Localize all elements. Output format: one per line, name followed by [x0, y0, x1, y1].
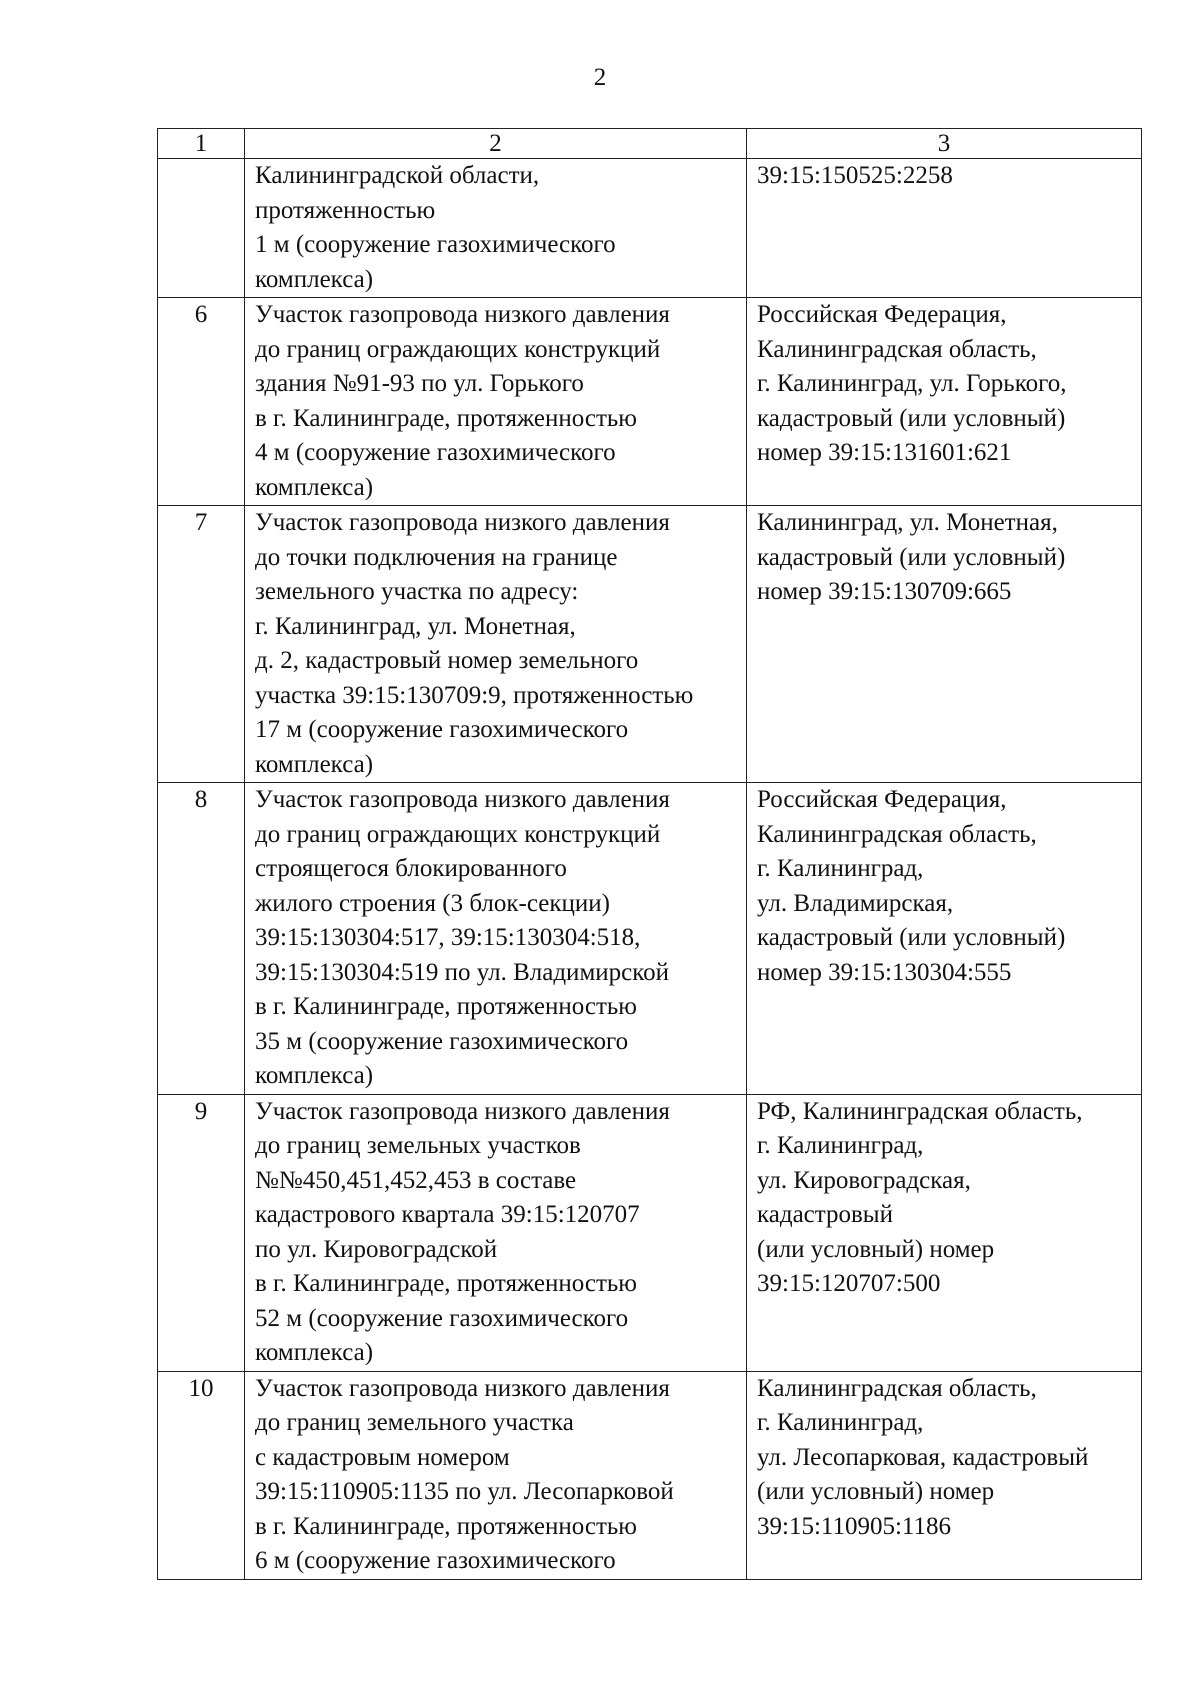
- table-row: [158, 159, 1142, 298]
- object-description: Участок газопровода низкого давления до границ земельных участков №№450,451,452,453 в составе кадастрового квартала 39:15:120707 по ул. Кировоградской в г. Калининграде, протяженностью 52 м (сооружение газохимического комплекса): [245, 1094, 747, 1371]
- row-number: 9: [158, 1094, 245, 1371]
- row-number: 6: [158, 298, 245, 506]
- object-address: РФ, Калининградская область, г. Калининград, ул. Кировоградская, кадастровый (или условный) номер 39:15:120707:500: [747, 1094, 1142, 1371]
- object-address: 39:15:150525:2258: [747, 159, 1142, 298]
- table-row: [158, 506, 1142, 783]
- object-address: Калининград, ул. Монетная, кадастровый (или условный) номер 39:15:130709:665: [747, 506, 1142, 783]
- object-description: Участок газопровода низкого давления до границ ограждающих конструкций здания №91-93 по ул. Горького в г. Калининграде, протяженностью 4 м (сооружение газохимического комплекса): [245, 298, 747, 506]
- document-table: [157, 128, 1142, 1580]
- row-number: 8: [158, 783, 245, 1095]
- table-row: [158, 783, 1142, 1095]
- object-description: Участок газопровода низкого давления до границ ограждающих конструкций строящегося блокированного жилого строения (3 блок-секции) 39:15:130304:517, 39:15:130304:518, 39:15:130304:519 по ул. Владимирской в г. Калининграде, протяженностью 35 м (сооружение газохимического комплекса): [245, 783, 747, 1095]
- table-row: [158, 298, 1142, 506]
- row-number: 7: [158, 506, 245, 783]
- page-number: 2: [593, 64, 607, 91]
- table-row: [158, 1094, 1142, 1371]
- object-description: Участок газопровода низкого давления до границ земельного участка с кадастровым номером 39:15:110905:1135 по ул. Лесопарковой в г. Калининграде, протяженностью 6 м (сооружение газохимического: [245, 1371, 747, 1579]
- column-header-3: 3: [747, 129, 1142, 159]
- object-address: Российская Федерация, Калининградская область, г. Калининград, ул. Горького, кадастровый (или условный) номер 39:15:131601:621: [747, 298, 1142, 506]
- object-address: Калининградская область, г. Калининград, ул. Лесопарковая, кадастровый (или условный) номер 39:15:110905:1186: [747, 1371, 1142, 1579]
- table-header-row: [158, 129, 1142, 159]
- object-description: Калининградской области, протяженностью 1 м (сооружение газохимического комплекса): [245, 159, 747, 298]
- column-header-1: 1: [158, 129, 245, 159]
- table-row: [158, 1371, 1142, 1579]
- column-header-2: 2: [245, 129, 747, 159]
- object-description: Участок газопровода низкого давления до точки подключения на границе земельного участка по адресу: г. Калининград, ул. Монетная, д. 2, кадастровый номер земельного участка 39:15:130709:9, протяженностью 17 м (сооружение газохимического комплекса): [245, 506, 747, 783]
- object-address: Российская Федерация, Калининградская область, г. Калининград, ул. Владимирская, кадастровый (или условный) номер 39:15:130304:555: [747, 783, 1142, 1095]
- row-number: [158, 159, 245, 298]
- row-number: 10: [158, 1371, 245, 1579]
